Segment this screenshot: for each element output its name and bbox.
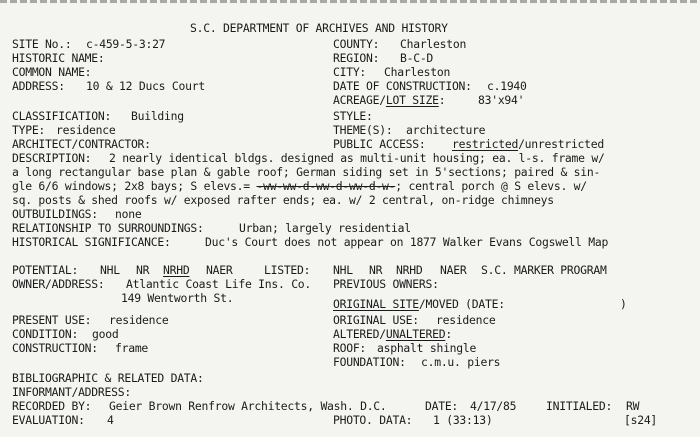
struck-bay-pattern: -ww-ww-d-ww-d-ww-d-w- <box>256 179 396 193</box>
original-site-label: ORIGINAL SITE <box>333 297 419 311</box>
surroundings-label: RELATIONSHIP TO SURROUNDINGS: <box>12 221 204 235</box>
lot-size-value: 83'x94' <box>478 93 525 107</box>
common-name-label: COMMON NAME: <box>12 65 92 79</box>
potential-nhl: NHL <box>100 263 120 277</box>
county-value: Charleston <box>400 37 467 51</box>
region-value: B-C-D <box>400 51 434 65</box>
owner-address: 149 Wentworth St. <box>121 291 234 305</box>
initialed-value: RW <box>626 399 640 413</box>
significance-value: Duc's Court does not appear on 1877 Walker Evans Cogswell Map <box>205 235 609 249</box>
potential-nrhd: NRHD <box>163 263 190 277</box>
foundation-label: FOUNDATION: <box>333 355 406 369</box>
original-use-value: residence <box>436 313 496 327</box>
type-value: residence <box>56 123 116 137</box>
original-use-label: ORIGINAL USE: <box>333 313 419 327</box>
acreage-label: ACREAGE/ <box>333 93 386 107</box>
themes-label: THEME(S): <box>333 123 393 137</box>
foundation-value: c.m.u. piers <box>421 355 501 369</box>
site-no-value: c-459-5-3:27 <box>86 37 166 51</box>
roof-label: ROOF: <box>333 341 367 355</box>
page-title: S.C. DEPARTMENT OF ARCHIVES AND HISTORY <box>190 21 448 35</box>
informant-label: INFORMANT/ADDRESS: <box>12 385 131 399</box>
listed-marker-program: S.C. MARKER PROGRAM <box>481 263 607 277</box>
themes-value: architecture <box>406 123 486 137</box>
previous-owners-label: PREVIOUS OWNERS: <box>333 277 439 291</box>
unaltered-label: UNALTERED <box>385 327 446 341</box>
outbuildings-value: none <box>115 207 142 221</box>
initialed-label: INITIALED: <box>546 399 613 413</box>
date-of-construction-label: DATE OF CONSTRUCTION: <box>333 79 472 93</box>
recorded-by-value: Geier Brown Renfrow Architects, Wash. D.C. <box>109 399 387 413</box>
construction-value: frame <box>115 341 149 355</box>
altered-field: ALTERED/UNALTERED: <box>333 327 452 341</box>
date-label: DATE: <box>425 399 459 413</box>
surroundings-value: Urban; largely residential <box>239 221 411 235</box>
description-line: 2 nearly identical bldgs. designed as multi-unit housing; ea. l-s. frame w/ <box>109 151 605 165</box>
present-use-value: residence <box>109 313 169 327</box>
public-access-restricted: restricted <box>452 137 519 151</box>
owner-label: OWNER/ADDRESS: <box>12 277 105 291</box>
public-access-value: restricted/unrestricted <box>452 137 604 151</box>
lot-size-label: LOT SIZE <box>385 93 439 107</box>
date-value: 4/17/85 <box>470 399 517 413</box>
address-label: ADDRESS: <box>12 79 65 93</box>
classification-value: Building <box>131 109 184 123</box>
roof-value: asphalt shingle <box>377 341 477 355</box>
recorded-by-label: RECORDED BY: <box>12 399 92 413</box>
sheet-reference: [s24] <box>624 413 658 427</box>
evaluation-value: 4 <box>107 413 114 427</box>
altered-label: ALTERED/ <box>333 327 386 341</box>
potential-naer: NAER <box>206 263 233 277</box>
historic-name-label: HISTORIC NAME: <box>12 51 105 65</box>
style-label: STYLE: <box>333 109 373 123</box>
evaluation-label: EVALUATION: <box>12 413 85 427</box>
photo-data-label: PHOTO. DATA: <box>333 413 413 427</box>
acreage-lot-size-field: ACREAGE/LOT SIZE: <box>333 93 446 107</box>
description-line: sq. posts & shed roofs w/ exposed rafter ends; ea. w/ 2 central, on-ridge chimneys <box>12 193 554 207</box>
listed-nr: NR <box>369 263 383 277</box>
county-label: COUNTY: <box>333 37 380 51</box>
city-label: CITY: <box>333 65 367 79</box>
condition-label: CONDITION: <box>12 327 79 341</box>
site-no-label: SITE No.: <box>12 37 72 51</box>
moved-date-close: ) <box>620 297 627 311</box>
city-value: Charleston <box>384 65 451 79</box>
bibliography-label: BIBLIOGRAPHIC & RELATED DATA: <box>12 371 204 385</box>
potential-label: POTENTIAL: <box>12 263 79 277</box>
condition-value: good <box>92 327 119 341</box>
date-of-construction-value: c.1940 <box>487 79 527 93</box>
owner-name: Atlantic Coast Life Ins. Co. <box>126 277 312 291</box>
classification-label: CLASSIFICATION: <box>12 109 112 123</box>
region-label: REGION: <box>333 51 380 65</box>
photo-data-value: 1 (33:13) <box>433 413 493 427</box>
construction-label: CONSTRUCTION: <box>12 341 98 355</box>
original-site-field: ORIGINAL SITE/MOVED (DATE: <box>333 297 505 311</box>
public-access-label: PUBLIC ACCESS: <box>333 137 426 151</box>
significance-label: HISTORICAL SIGNIFICANCE: <box>12 235 171 249</box>
type-label: TYPE: <box>12 123 46 137</box>
listed-nrhd: NRHD <box>396 263 423 277</box>
description-line: gle 6/6 windows; 2x8 bays; S elevs.= -ww-ww-d-ww-d-ww-d-w-; central porch @ S elevs. w/ <box>12 179 587 193</box>
present-use-label: PRESENT USE: <box>12 313 92 327</box>
listed-label: LISTED: <box>264 263 311 277</box>
description-line: a long rectangular base plan & gable roof; German siding set in 5'sections; paired & sin- <box>12 165 601 179</box>
scan-top-edge <box>0 0 700 3</box>
outbuildings-label: OUTBUILDINGS: <box>12 207 98 221</box>
listed-nhl: NHL <box>333 263 353 277</box>
description-label: DESCRIPTION: <box>12 151 92 165</box>
listed-naer: NAER <box>440 263 467 277</box>
architect-label: ARCHITECT/CONTRACTOR: <box>12 137 151 151</box>
address-value: 10 & 12 Ducs Court <box>86 79 205 93</box>
potential-nr: NR <box>136 263 150 277</box>
